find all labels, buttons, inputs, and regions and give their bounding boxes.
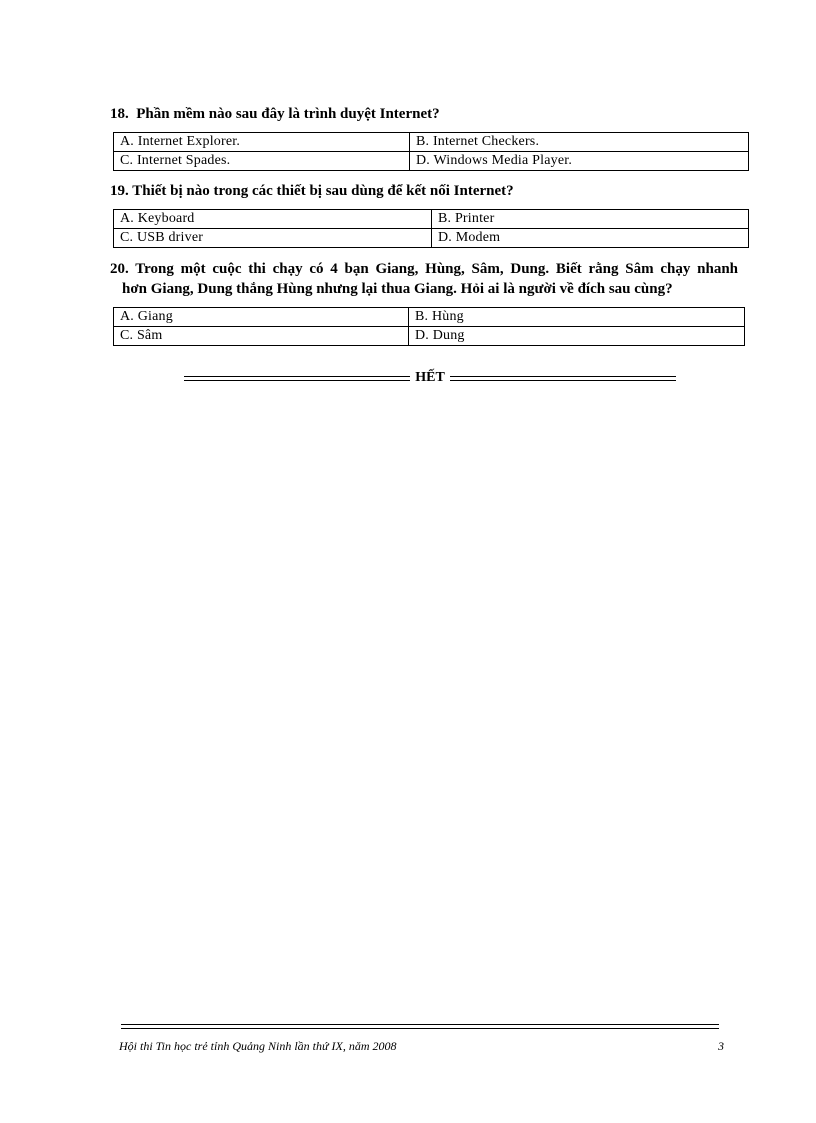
option-c: C. Internet Spades. <box>114 152 410 171</box>
end-marker <box>184 369 676 387</box>
footer-text: Hội thi Tin học trẻ tỉnh Quảng Ninh lần thứ IX, năm 2008 <box>119 1039 397 1053</box>
question-text: Thiết bị nào trong các thiết bị sau dùng để kết nối Internet? <box>132 183 514 199</box>
question-text-line-2: hơn Giang, Dung thắng Hùng nhưng lại thua Giang. Hỏi ai là người về đích sau cùng? <box>122 281 673 297</box>
page-number: 3 <box>718 1039 724 1053</box>
option-c: C. USB driver <box>114 229 432 248</box>
option-d: D. Modem <box>432 229 749 248</box>
option-d: D. Dung <box>409 327 745 346</box>
option-b: B. Internet Checkers. <box>410 133 749 152</box>
end-text: HẾT <box>415 370 445 385</box>
question-text: Phần mềm nào sau đây là trình duyệt Internet? <box>136 106 440 122</box>
question-number: 19. <box>110 183 129 199</box>
options-table-19 <box>113 209 749 248</box>
question-20 <box>110 259 738 299</box>
option-b: B. Printer <box>432 210 749 229</box>
question-18 <box>110 104 440 124</box>
question-number: 18. <box>110 106 129 122</box>
option-d: D. Windows Media Player. <box>410 152 749 171</box>
option-a: A. Keyboard <box>114 210 432 229</box>
divider-right <box>450 376 676 381</box>
options-table-20 <box>113 307 745 346</box>
option-b: B. Hùng <box>409 308 745 327</box>
option-a: A. Giang <box>114 308 409 327</box>
option-a: A. Internet Explorer. <box>114 133 410 152</box>
question-text-line-1: Trong một cuộc thi chạy có 4 bạn Giang, Hùng, Sâm, Dung. Biết rằng Sâm chạy nhanh <box>135 261 739 277</box>
option-c: C. Sâm <box>114 327 409 346</box>
divider-left <box>184 376 410 381</box>
question-19 <box>110 181 514 201</box>
options-table-18 <box>113 132 749 171</box>
footer-rule <box>121 1024 719 1029</box>
question-number: 20. <box>110 261 129 277</box>
question-line-1 <box>110 259 738 279</box>
